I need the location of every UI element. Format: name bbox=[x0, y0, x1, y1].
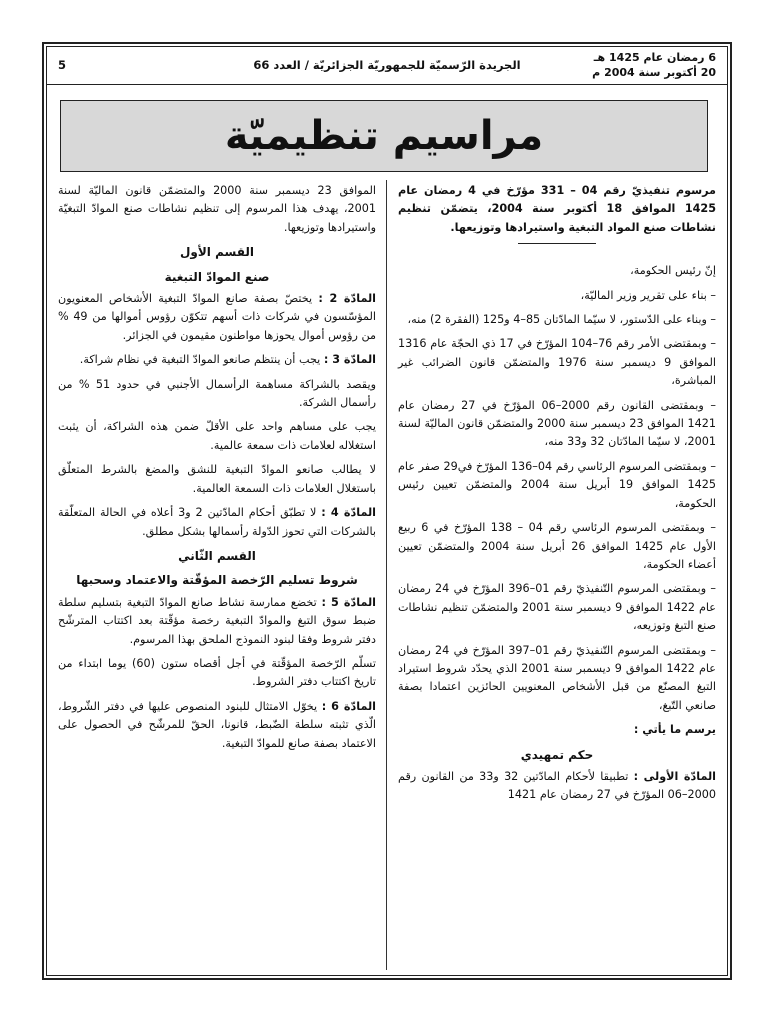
paragraph: – وبمقتضى المرسوم التّنفيذيّ رقم 01–396 المؤرّخ في 24 رمضان عام 1422 الموافق 9 ديسمبر سنة 2001 والمتضمّن تنظيم نشاطات صنع التبغ وتوزيعه، bbox=[398, 582, 716, 633]
section-title-box bbox=[60, 100, 708, 172]
paragraph: الموافق 23 ديسمبر سنة 2000 والمتضمّن قانون الماليّة لسنة 2001، يهدف هذا المرسوم إلى تنظيم نشاطات صنع الموادّ التبغيّة واستيرادها وتوزيعها. bbox=[58, 184, 377, 234]
section-title: مراسيم تنظيميّة bbox=[224, 113, 544, 159]
paragraph: لا يطالب صانعو الموادّ التبغية للنشق والمضغ بالشرط المتعلّق باستغلال العلامات ذات السمعة العالمية. bbox=[58, 463, 376, 495]
paragraph: – وبمقتضى المرسوم التّنفيذيّ رقم 01–397 المؤرّخ في 24 رمضان عام 1422 الموافق 9 ديسمبر سنة 2001 الذي يحدّد شروط استيراد التبغ المصنّع من قبل الأشخاص المعنويين الحائزين اعتمادا بصفة صانعي التّبغ، bbox=[398, 643, 716, 712]
hijri-date: 6 رمضان عام 1425 هـ bbox=[593, 51, 716, 64]
article-text: تخضع ممارسة نشاط صانع الموادّ التبغية بتسليم سلطة ضبط سوق التبغ والموادّ التبغية رخصة مؤقّتة بعد اكتتاب المترشّح دفتر شروط وفقا لبنود النموذج الملحق بهذا المرسوم. bbox=[58, 595, 376, 646]
paragraph: – وبمقتضى الأمر رقم 76–104 المؤرّخ في 17 ذي الحجّة عام 1316 الموافق 9 ديسمبر سنة 1976 والمتضمّن قانون الضرائب غير المباشرة، bbox=[398, 337, 716, 388]
right-column bbox=[398, 182, 716, 811]
paragraph: ويقصد بالشراكة مساهمة الرأسمال الأجنبي في حدود 51 % من رأسمال الشركة. bbox=[58, 377, 376, 410]
article-2 bbox=[58, 290, 376, 345]
heading-separator bbox=[518, 243, 596, 244]
paragraph: – بناء على تقرير وزير الماليّة، bbox=[580, 288, 716, 302]
article-text: تطبيقا لأحكام المادّتين 32 و33 من القانون رقم 2000–06 المؤرّخ في 27 رمضان عام 1421 bbox=[398, 769, 716, 802]
page-number: 5 bbox=[58, 58, 67, 72]
article-text: يخوّل الامتثال للبنود المنصوص عليها في دفتر الشّروط، الّذي تثبته سلطة الضّبط، قانونا، الحقّ للمرشّح في الحصول على الاعتماد بصفة صانع للموادّ التبغية. bbox=[58, 699, 376, 750]
page-header bbox=[50, 48, 724, 84]
article-text: يجب أن ينتظم صانعو الموادّ التبغية في نظام شراكة. bbox=[79, 353, 324, 367]
gregorian-date: 20 أكتوبر سنة 2004 م bbox=[592, 66, 716, 79]
paragraph: يجب على مساهم واحد على الأقلّ ضمن هذه الشراكة، أن يثبت استغلاله لعلامات ذات سمعة عالمية. bbox=[58, 420, 376, 452]
paragraph: تسلّم الرّخصة المؤقّتة في أجل أقصاه ستون (60) يوما ابتداء من تاريخ اكتتاب دفتر الشروط. bbox=[58, 656, 376, 689]
article-label: المادّة 6 : bbox=[321, 699, 376, 713]
paragraph: – وبمقتضى المرسوم الرئاسي رقم 04 – 138 المؤرّخ في 6 ربيع الأول عام 1425 الموافق 26 أبريل سنة 2004 والمتضمّن تعيين أعضاء الحكومة، bbox=[398, 521, 716, 571]
article-label: المادّة الأولى : bbox=[633, 769, 716, 783]
article-1 bbox=[398, 768, 716, 805]
article-6 bbox=[58, 698, 376, 753]
column-divider bbox=[386, 180, 387, 970]
decree-heading: مرسوم تنفيذيّ رقم 04 – 331 مؤرّخ في 4 رمضان عام 1425 الموافق 18 أكتوبر سنة 2004، يتضمّن تنظيم نشاطات صنع المواد التبغية واستيرادها وتوزيعها. bbox=[398, 184, 716, 234]
decrees-line: يرسم ما يأتي : bbox=[633, 723, 716, 737]
article-5 bbox=[58, 594, 376, 649]
paragraph: إنّ رئيس الحكومة، bbox=[630, 264, 716, 278]
article-4 bbox=[58, 504, 376, 541]
article-label: المادّة 2 : bbox=[318, 292, 376, 306]
part-1-heading: القسم الأول bbox=[180, 245, 254, 260]
header-rule bbox=[46, 84, 728, 85]
part-1-subheading: صنع الموادّ التبغية bbox=[164, 269, 270, 284]
preliminary-heading: حكم تمهيدي bbox=[520, 747, 594, 762]
part-2-heading: القسم الثّاني bbox=[178, 548, 256, 563]
article-label: المادّة 4 : bbox=[321, 506, 377, 520]
part-2-subheading: شروط تسليم الرّخصة المؤقّتة والاعتماد وسحبها bbox=[76, 573, 358, 588]
article-3 bbox=[58, 351, 376, 369]
paragraph: – وبمقتضى المرسوم الرئاسي رقم 04–136 المؤرّخ في29 صفر عام 1425 الموافق 19 أبريل سنة 2004 والمتضمّن تعيين رئيس الحكومة، bbox=[398, 459, 716, 510]
paragraph: – وبمقتضى القانون رقم 2000–06 المؤرّخ في 27 رمضان عام 1421 الموافق 23 ديسمبر سنة 2000 والمتضمّن قانون الماليّة لسنة 2001، لا سيّما المادّتان 32 و33 منه، bbox=[398, 398, 717, 449]
left-column bbox=[58, 182, 376, 759]
article-text: لا تطبّق أحكام المادّتين 2 و3 أعلاه في الحالة المتعلّقة بالشركات التي تحوز الدّولة رأسمالها بشكل مطلق. bbox=[58, 506, 376, 538]
gazette-title: الجريدة الرّسميّة للجمهوريّة الجزائريّة / العدد 66 bbox=[253, 58, 521, 72]
article-label: المادّة 5 : bbox=[321, 595, 376, 609]
article-label: المادّة 3 : bbox=[323, 353, 376, 367]
paragraph: – وبناء على الدّستور، لا سيّما المادّتان 85–4 و125 (الفقرة 2) منه، bbox=[407, 313, 716, 327]
article-text: يختصّ بصفة صانع الموادّ التبغية الأشخاص المعنويون المؤسّسون في شركات ذات أسهم تتكوّن رؤوس أموالها من 49 % من رؤوس أموال يحوزها مواطنون مقيمون في الجزائر. bbox=[58, 292, 376, 342]
